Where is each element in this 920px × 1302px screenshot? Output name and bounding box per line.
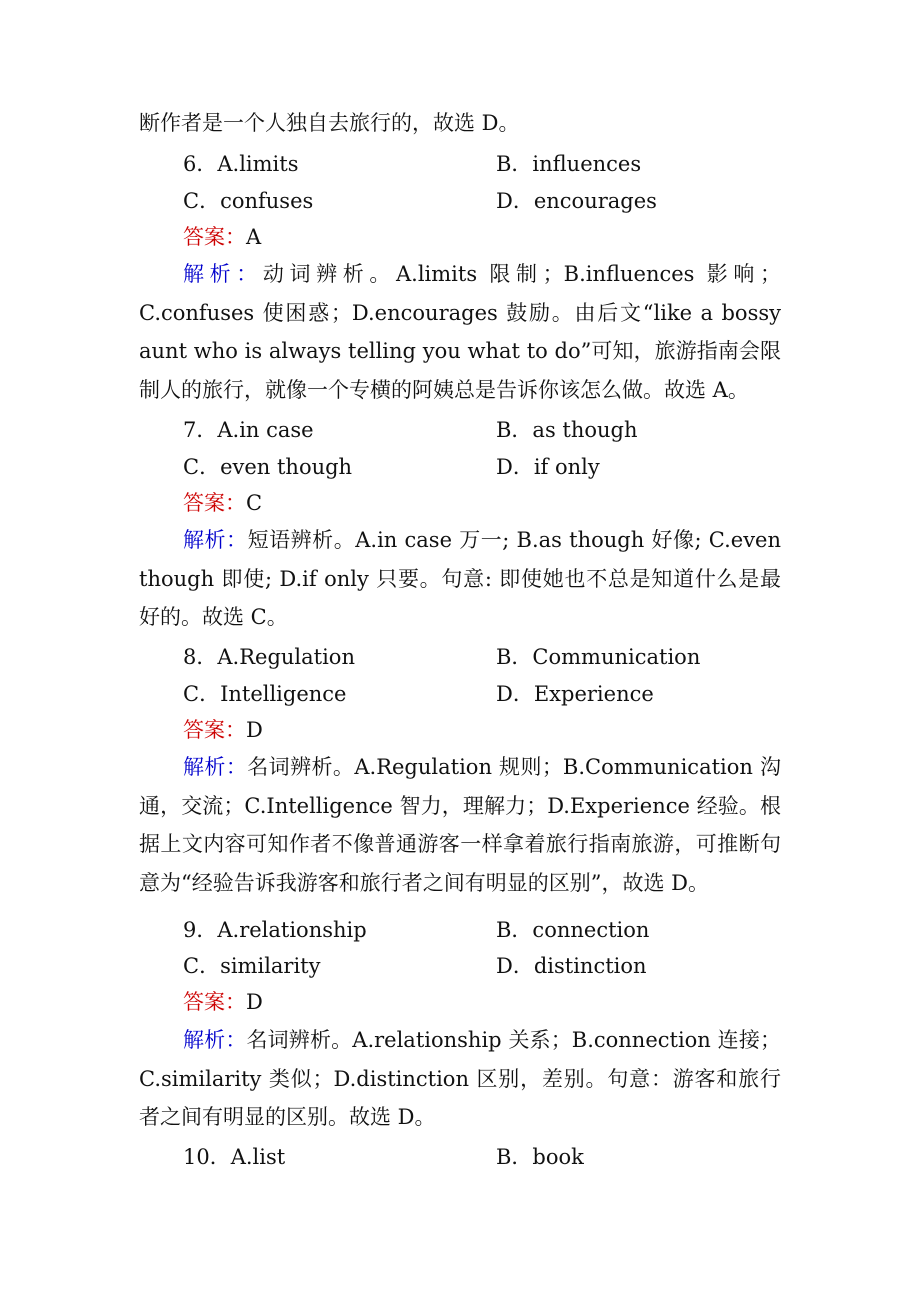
- q9-answer-line: [183, 988, 263, 1016]
- answer-label: 答案：: [183, 491, 246, 515]
- q10-option-a: 10．A.list: [183, 1145, 286, 1169]
- q6-option-d: D．encourages: [496, 189, 657, 213]
- q6-answer-value: A: [246, 225, 262, 249]
- q8-analysis-text: 名词辨析。A.Regulation 规则；B.Communication 沟通，交流；C.Intelligence 智力，理解力；D.Experience 经验。根据上文内容可知作者不像普通游客一样拿着旅行指南旅游，可推断句意为“经验告诉我游客和旅行者之间有明显的区别”，故选 D。: [139, 755, 781, 895]
- q9-analysis-text: 名词辨析。A.relationship 关系；B.connection 连接；C.similarity 类似；D.distinction 区别，差别。句意：游客和旅行者之间有明显的区别。故选 D。: [139, 1028, 781, 1129]
- q6-analysis-text: 动词辨析。A.limits 限制；B.influences 影响；C.confuses 使困惑；D.encourages 鼓励。由后文“like a bossy aunt who is always telling you what to do”可知，旅游指南会限制人的旅行，就像一个专横的阿姨总是告诉你该怎么做。故选 A。: [139, 262, 781, 402]
- q9-analysis: [139, 1021, 781, 1137]
- q8-option-d: D．Experience: [496, 682, 654, 706]
- analysis-label: 解析：: [183, 262, 263, 286]
- q9-option-b: B．connection: [496, 918, 650, 942]
- q8-option-b: B．Communication: [496, 645, 701, 669]
- q7-answer-line: [183, 489, 262, 517]
- analysis-label: 解析：: [183, 1028, 247, 1052]
- q8-answer-value: D: [246, 718, 263, 742]
- q7-option-d: D．if only: [496, 455, 600, 479]
- q6-option-b: B．influences: [496, 152, 642, 176]
- q9-answer-value: D: [246, 990, 263, 1014]
- q9-option-a: 9．A.relationship: [183, 918, 367, 942]
- intro-text: 断作者是一个人独自去旅行的，故选 D。: [139, 111, 520, 135]
- q7-answer-value: C: [246, 491, 263, 515]
- q7-option-a: 7．A.in case: [183, 418, 314, 442]
- answer-label: 答案：: [183, 990, 246, 1014]
- q10-option-b: B．book: [496, 1145, 584, 1169]
- q9-option-c: C．similarity: [183, 954, 321, 978]
- analysis-label: 解析：: [183, 528, 248, 552]
- q7-analysis: [139, 521, 781, 637]
- q7-option-b: B．as though: [496, 418, 638, 442]
- q7-option-c: C．even though: [183, 455, 353, 479]
- q8-analysis: [139, 748, 781, 902]
- q8-answer-line: [183, 716, 263, 744]
- q9-option-d: D．distinction: [496, 954, 647, 978]
- q6-analysis: [139, 255, 781, 409]
- q6-answer-line: [183, 223, 261, 251]
- analysis-label: 解析：: [183, 755, 248, 779]
- q7-analysis-text: 短语辨析。A.in case 万一; B.as though 好像; C.even though 即使; D.if only 只要。句意: 即使她也不总是知道什么是最好的。故选 C。: [139, 528, 782, 629]
- q8-option-c: C．Intelligence: [183, 682, 347, 706]
- q6-option-c: C．confuses: [183, 189, 314, 213]
- answer-label: 答案：: [183, 718, 246, 742]
- q6-option-a: 6．A.limits: [183, 152, 299, 176]
- q8-option-a: 8．A.Regulation: [183, 645, 355, 669]
- answer-label: 答案：: [183, 225, 246, 249]
